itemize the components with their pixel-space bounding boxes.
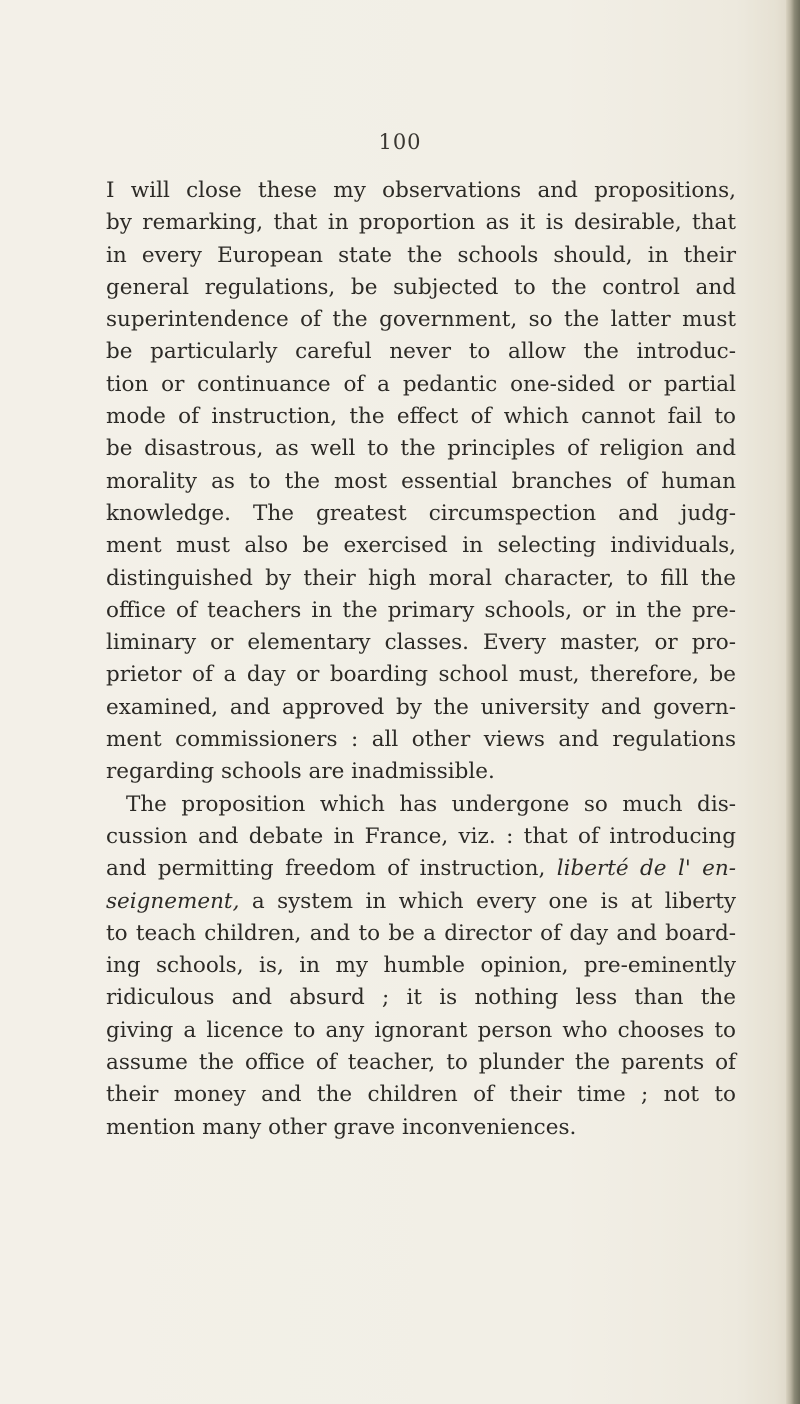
text-line: general regulations, be subjected to the control and bbox=[106, 274, 736, 300]
text-line-mixed bbox=[106, 886, 736, 918]
text-line: prietor of a day or boarding school must, therefore, be bbox=[106, 662, 736, 688]
text-line: distinguished by their high moral character, to fill the bbox=[106, 565, 736, 591]
line-text: a system in which every one is at liberty bbox=[239, 888, 736, 914]
text-line: knowledge. The greatest circumspection and judg- bbox=[106, 500, 736, 526]
text-line: mention many other grave inconveniences. bbox=[106, 1114, 577, 1140]
text-line: their money and the children of their time ; not to bbox=[106, 1082, 736, 1108]
text-line: mode of instruction, the effect of which cannot fail to bbox=[106, 404, 736, 430]
text-line: office of teachers in the primary schools, or in the pre- bbox=[106, 597, 736, 623]
text-line: giving a licence to any ignorant person who chooses to bbox=[106, 1017, 736, 1043]
text-line: assume the office of teacher, to plunder the parents of bbox=[106, 1050, 736, 1076]
text-line: in every European state the schools should, in their bbox=[106, 242, 736, 268]
text-line: ment must also be exercised in selecting individuals, bbox=[106, 533, 736, 559]
text-line: liminary or elementary classes. Every master, or pro- bbox=[106, 630, 736, 656]
text-line: be disastrous, as well to the principles of religion and bbox=[106, 436, 736, 462]
page-number: 100 bbox=[378, 130, 422, 154]
text-line: be particularly careful never to allow the introduc- bbox=[106, 339, 736, 365]
text-line: I will close these my observations and propositions, bbox=[106, 178, 736, 203]
italic-phrase: seignement, bbox=[106, 888, 240, 914]
page-edge-shadow bbox=[786, 0, 800, 1404]
text-line: morality as to the most essential branches of human bbox=[106, 468, 736, 494]
text-line: by remarking, that in proportion as it is desirable, that bbox=[106, 210, 736, 236]
text-line: regarding schools are inadmissible. bbox=[106, 759, 495, 785]
body-text bbox=[106, 175, 736, 1144]
text-line: tion or continuance of a pedantic one-sided or partial bbox=[106, 371, 736, 397]
text-line: ment commissioners : all other views and regulations bbox=[106, 727, 736, 753]
text-line: The proposition which has undergone so much dis- bbox=[126, 791, 736, 817]
text-line-mixed bbox=[106, 853, 736, 885]
text-line: to teach children, and to be a director of day and board- bbox=[106, 920, 736, 946]
italic-phrase: liberté de l' en- bbox=[556, 856, 736, 882]
text-line: cussion and debate in France, viz. : that of introducing bbox=[106, 823, 736, 849]
text-line: examined, and approved by the university and govern- bbox=[106, 694, 736, 720]
line-text: and permitting freedom of instruction, bbox=[106, 856, 557, 882]
text-line: superintendence of the government, so the latter must bbox=[106, 307, 736, 333]
text-line: ridiculous and absurd ; it is nothing less than the bbox=[106, 985, 736, 1011]
text-line: ing schools, is, in my humble opinion, pre-eminently bbox=[106, 953, 736, 979]
